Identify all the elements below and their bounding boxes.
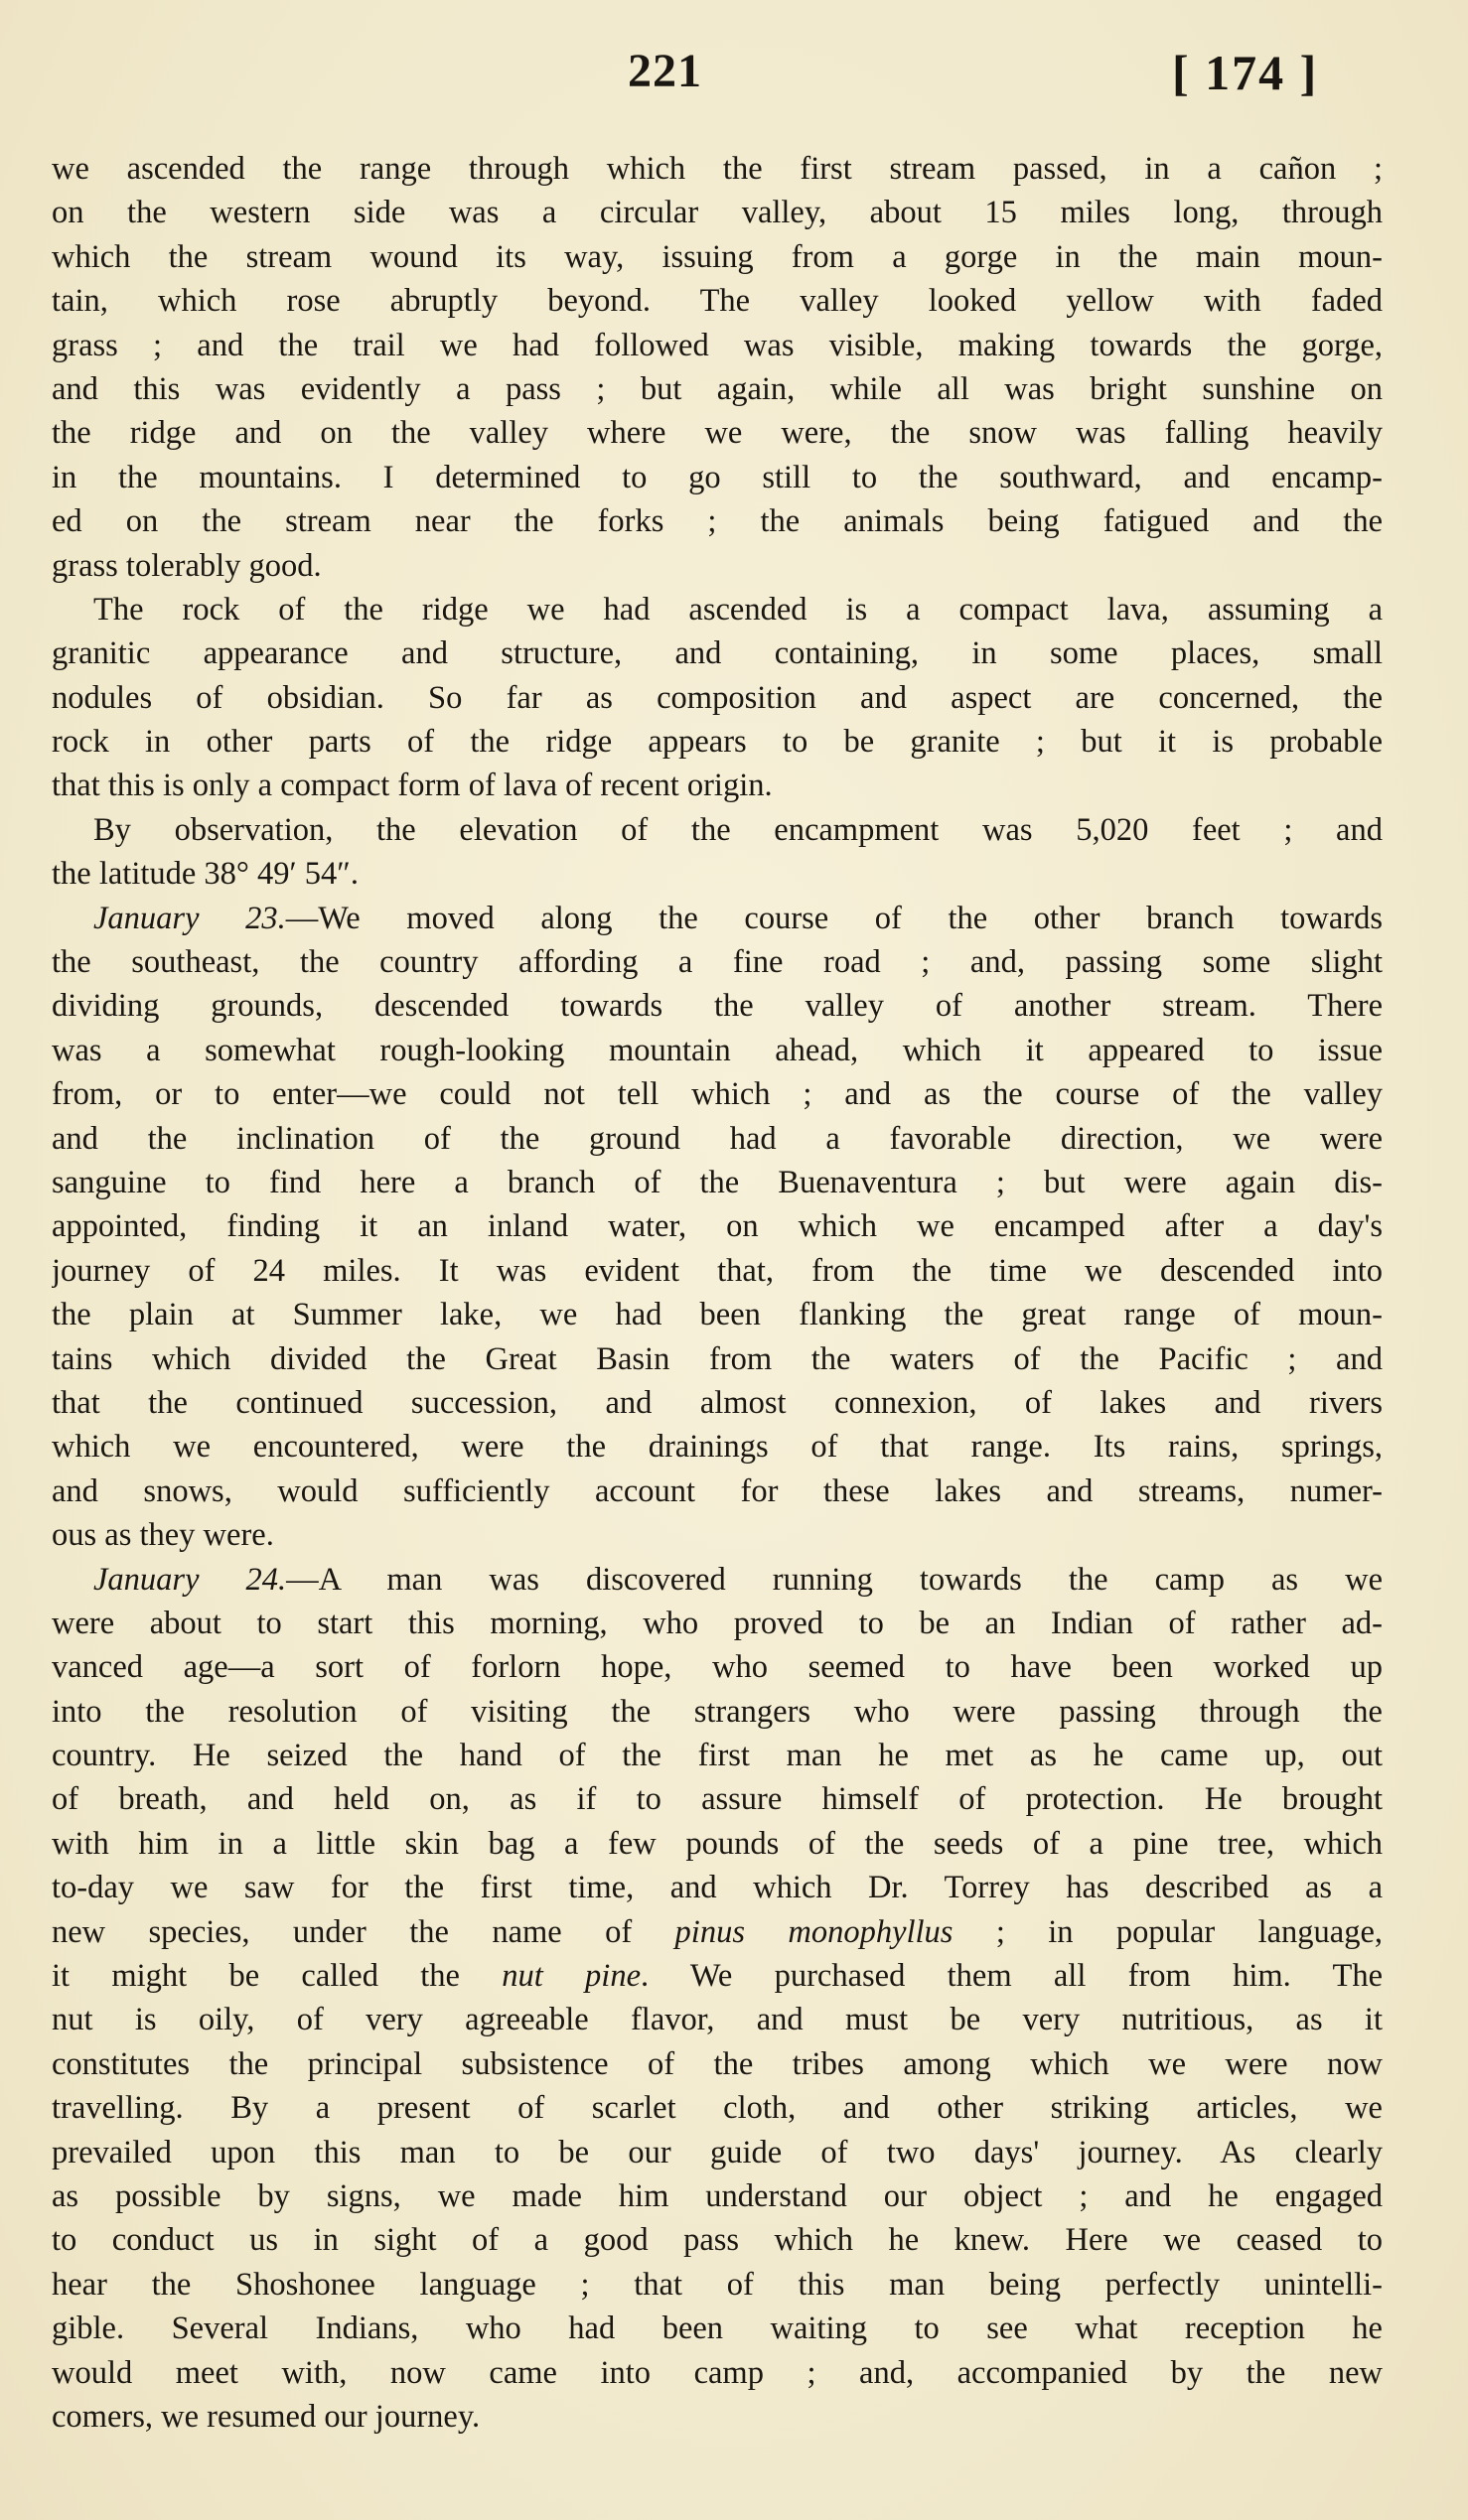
text-line: tains which divided the Great Basin from the waters of the Pacific ; and [52,1340,1383,1377]
text-line: and snows, would sufficiently account for these lakes and streams, numer- [52,1472,1383,1509]
text-line: prevailed upon this man to be our guide of two days' journey. As clearly [52,2134,1383,2170]
italic-term: nut pine [502,1958,642,1995]
text-line: of breath, and held on, as if to assure himself of protection. He brought [52,1781,1383,1818]
text-line [52,1558,1383,1602]
text-line: we ascended the range through which the first stream passed, in a cañon ; [52,151,1383,187]
text-line: rock in other parts of the ridge appears to be granite ; but it is probable [52,724,1383,761]
text-line: grass tolerably good. [52,547,322,584]
text-line: the latitude 38° 49′ 54″. [52,856,359,893]
entry-date: January 24. [93,1561,287,1598]
text-line: ous as they were. [52,1517,274,1554]
text-line: as possible by signs, we made him understand our object ; and he engaged [52,2177,1383,2214]
text-line: constitutes the principal subsistence of the tribes among which we were now [52,2045,1383,2082]
text-line: that this is only a compact form of lava of recent origin. [52,768,773,804]
text-line: would meet with, now came into camp ; and, accompanied by the new [52,2354,1383,2391]
text-line: and the inclination of the ground had a favorable direction, we were [52,1120,1383,1157]
text-line: the southeast, the country affording a fine road ; and, passing some slight [52,944,1383,981]
text-line: travelling. By a present of scarlet cloth, and other striking articles, we [52,2090,1383,2127]
line-text: —We moved along the course of the other branch towards [285,900,1383,936]
body-text [52,147,1383,2439]
text-line: from, or to enter—we could not tell which ; and as the course of the valley [52,1076,1383,1113]
text-line: that the continued succession, and almost connexion, of lakes and rivers [52,1384,1383,1421]
text-line: and this was evidently a pass ; but again, while all was bright sunshine on [52,370,1383,407]
text-line: dividing grounds, descended towards the valley of another stream. There [52,988,1383,1025]
text-line: with him in a little skin bag a few pounds of the seeds of a pine tree, which [52,1825,1383,1862]
text-line: new species, under the name of pinus monophyllus ; in popular language, [52,1913,1383,1950]
text-line: The rock of the ridge we had ascended is a compact lava, assuming a [93,591,1383,628]
page-number: 221 [628,45,702,97]
text-line: into the resolution of visiting the strangers who were passing through the [52,1693,1383,1730]
text-line: grass ; and the trail we had followed was visible, making towards the gorge, [52,327,1383,363]
text-line: By observation, the elevation of the encampment was 5,020 feet ; and [93,811,1383,848]
text-line: were about to start this morning, who proved to be an Indian of rather ad- [52,1605,1383,1641]
text-line: tain, which rose abruptly beyond. The valley looked yellow with faded [52,283,1383,320]
text-line: journey of 24 miles. It was evident that, from the time we descended into [52,1252,1383,1289]
text-line: it might be called the nut pine. We purchased them all from him. The [52,1958,1383,1995]
text-line: nodules of obsidian. So far as composition and aspect are concerned, the [52,679,1383,716]
entry-date: January 23. [93,900,286,936]
text-line: the ridge and on the valley where we were, the snow was falling heavily [52,415,1383,452]
text-line: sanguine to find here a branch of the Buenaventura ; but were again dis- [52,1164,1383,1200]
page-header [0,44,1468,113]
line-text: —A man was discovered running towards the camp as we [286,1561,1383,1598]
text-line: hear the Shoshonee language ; that of this man being perfectly unintelli- [52,2266,1383,2303]
text-line: appointed, finding it an inland water, on which we encamped after a day's [52,1208,1383,1245]
text-line: on the western side was a circular valley, about 15 miles long, through [52,195,1383,231]
text-line: to-day we saw for the first time, and which Dr. Torrey has described as a [52,1870,1383,1906]
text-line: in the mountains. I determined to go still to the southward, and encamp- [52,459,1383,495]
text-line: which the stream wound its way, issuing from a gorge in the main moun- [52,238,1383,275]
text-line: vanced age—a sort of forlorn hope, who seemed to have been worked up [52,1649,1383,1686]
text-line: the plain at Summer lake, we had been flanking the great range of moun- [52,1297,1383,1333]
text-line: country. He seized the hand of the first man he met as he came up, out [52,1738,1383,1774]
text-line: gible. Several Indians, who had been waiting to see what reception he [52,2310,1383,2347]
text-line: comers, we resumed our journey. [52,2398,481,2435]
text-line: was a somewhat rough-looking mountain ahead, which it appeared to issue [52,1032,1383,1068]
text-line: to conduct us in sight of a good pass which he knew. Here we ceased to [52,2222,1383,2259]
italic-term: pinus monophyllus [674,1913,954,1950]
text-line: ed on the stream near the forks ; the animals being fatigued and the [52,503,1383,540]
document-page-number: [ 174 ] [1172,45,1319,100]
text-line [52,897,1383,940]
text-line: granitic appearance and structure, and containing, in some places, small [52,635,1383,672]
text-line: which we encountered, were the drainings of that range. Its rains, springs, [52,1429,1383,1466]
text-line: nut is oily, of very agreeable flavor, and must be very nutritious, as it [52,2002,1383,2038]
